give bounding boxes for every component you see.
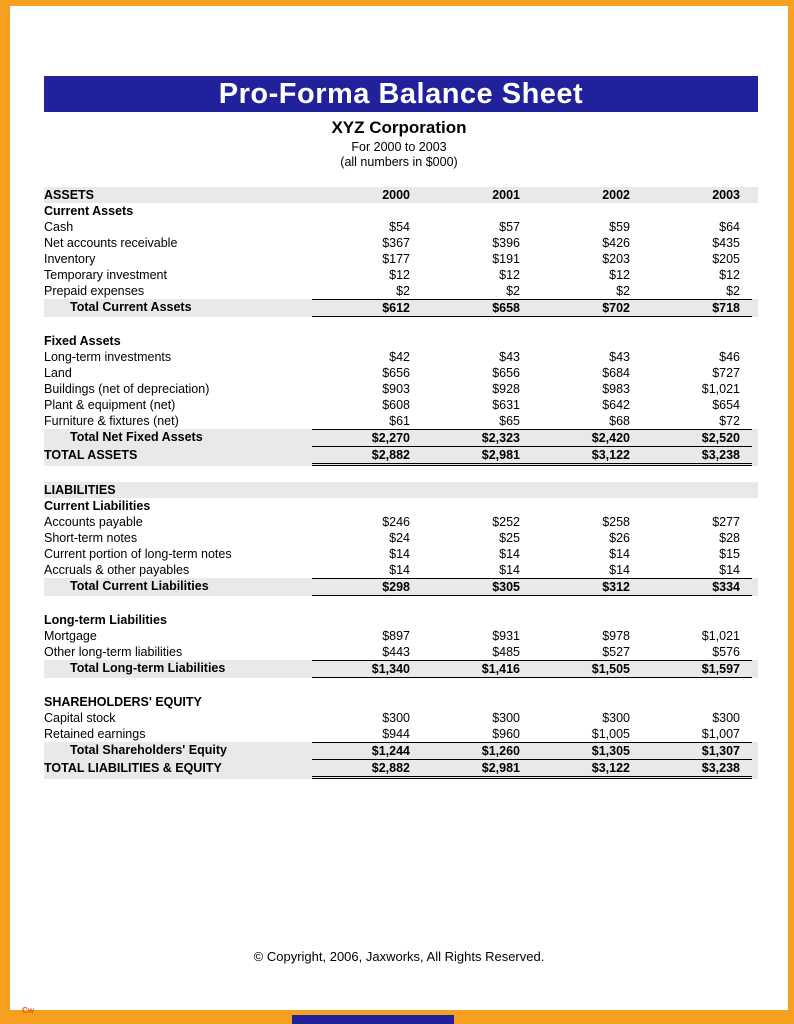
value-cell: $14	[499, 563, 520, 577]
table-row	[44, 628, 758, 644]
value-cell: $2	[726, 284, 740, 298]
table-row	[44, 498, 758, 514]
value-cell	[642, 482, 752, 498]
value-cell	[422, 482, 532, 498]
row-label: SHAREHOLDERS' EQUITY	[44, 695, 202, 709]
value-cell: $983	[602, 382, 630, 396]
value-cell: $12	[499, 268, 520, 282]
row-label: Total Current Liabilities	[70, 579, 209, 593]
value-cell: $61	[389, 414, 410, 428]
value-cell	[532, 612, 642, 628]
value-cell: $727	[712, 366, 740, 380]
table-row	[44, 726, 758, 742]
value-cell	[312, 498, 422, 514]
value-cell: $12	[389, 268, 410, 282]
value-cell: $26	[609, 531, 630, 545]
value-cell: $305	[422, 578, 532, 596]
company-name: XYZ Corporation	[331, 118, 467, 137]
value-cell: $300	[602, 711, 630, 725]
value-cell	[532, 333, 642, 349]
value-cell: $631	[492, 398, 520, 412]
row-label: Current Liabilities	[44, 499, 151, 513]
copyright-text: © Copyright, 2006, Jaxworks, All Rights Reserved.	[253, 949, 545, 964]
spacer-row	[44, 596, 758, 612]
value-cell: $205	[712, 252, 740, 266]
row-label: TOTAL LIABILITIES & EQUITY	[44, 761, 222, 775]
row-label: Plant & equipment (net)	[44, 398, 176, 412]
row-label: Land	[44, 366, 72, 380]
value-cell	[312, 612, 422, 628]
table-row	[44, 397, 758, 413]
title-bar	[44, 76, 758, 112]
value-cell: $654	[712, 398, 740, 412]
value-cell	[642, 612, 752, 628]
report-period: For 2000 to 2003	[351, 140, 447, 154]
table-row	[44, 365, 758, 381]
row-label: Inventory	[44, 252, 96, 266]
value-cell: $1,340	[312, 660, 422, 678]
table-row	[44, 251, 758, 267]
value-cell	[532, 482, 642, 498]
table-row	[44, 644, 758, 660]
spacer-row	[44, 466, 758, 482]
year-column-header: 2002	[602, 188, 630, 202]
value-cell: $2,323	[422, 429, 532, 447]
balance-sheet-table	[44, 187, 758, 779]
value-cell: $2,520	[642, 429, 752, 447]
row-label: Total Current Assets	[70, 300, 192, 314]
value-cell	[642, 498, 752, 514]
value-cell: $367	[382, 236, 410, 250]
value-cell: $656	[382, 366, 410, 380]
row-label: Mortgage	[44, 629, 97, 643]
table-row	[44, 742, 758, 760]
value-cell	[642, 203, 752, 219]
value-cell: $960	[492, 727, 520, 741]
row-label: Temporary investment	[44, 268, 167, 282]
value-cell: $2	[506, 284, 520, 298]
value-cell: $24	[389, 531, 410, 545]
value-cell: $28	[719, 531, 740, 545]
value-cell: $46	[719, 350, 740, 364]
spacer-row	[44, 317, 758, 333]
value-cell: $64	[719, 220, 740, 234]
row-label: Capital stock	[44, 711, 116, 725]
table-row	[44, 267, 758, 283]
table-row	[44, 482, 758, 498]
value-cell: $3,238	[642, 760, 752, 779]
value-cell: $608	[382, 398, 410, 412]
value-cell: $15	[719, 547, 740, 561]
row-label: Total Long-term Liabilities	[70, 661, 226, 675]
table-row	[44, 381, 758, 397]
row-label: Total Shareholders' Equity	[70, 743, 227, 757]
document-page	[10, 6, 788, 1010]
row-label: Current Assets	[44, 204, 134, 218]
value-cell: $1,021	[701, 629, 740, 643]
units-note: (all numbers in $000)	[340, 155, 458, 169]
value-cell	[422, 694, 532, 710]
value-cell: $43	[499, 350, 520, 364]
value-cell: $12	[719, 268, 740, 282]
table-row	[44, 612, 758, 628]
value-cell: $2	[616, 284, 630, 298]
table-row	[44, 514, 758, 530]
value-cell	[642, 333, 752, 349]
value-cell: $702	[532, 299, 642, 317]
value-cell: $177	[382, 252, 410, 266]
value-cell: $68	[609, 414, 630, 428]
row-label: Other long-term liabilities	[44, 645, 183, 659]
row-label: Buildings (net of depreciation)	[44, 382, 210, 396]
year-column-header: 2000	[382, 188, 410, 202]
table-row	[44, 203, 758, 219]
value-cell	[642, 694, 752, 710]
value-cell: $2,981	[422, 760, 532, 779]
value-cell: $2,981	[422, 447, 532, 466]
table-row	[44, 235, 758, 251]
value-cell	[312, 694, 422, 710]
row-label: LIABILITIES	[44, 483, 116, 497]
value-cell: $258	[602, 515, 630, 529]
value-cell: $57	[499, 220, 520, 234]
table-row	[44, 562, 758, 578]
table-row	[44, 660, 758, 678]
row-label: Fixed Assets	[44, 334, 121, 348]
value-cell: $252	[492, 515, 520, 529]
value-cell: $1,597	[642, 660, 752, 678]
value-cell: $978	[602, 629, 630, 643]
table-row	[44, 429, 758, 447]
value-cell: $72	[719, 414, 740, 428]
row-label: Long-term Liabilities	[44, 613, 167, 627]
value-cell: $334	[642, 578, 752, 596]
table-row	[44, 349, 758, 365]
value-cell	[422, 612, 532, 628]
value-cell: $300	[712, 711, 740, 725]
row-label: TOTAL ASSETS	[44, 448, 138, 462]
value-cell: $54	[389, 220, 410, 234]
table-row	[44, 760, 758, 779]
year-column-header: 2001	[492, 188, 520, 202]
document-title: Pro-Forma Balance Sheet	[218, 78, 584, 110]
value-cell: $426	[602, 236, 630, 250]
value-cell: $435	[712, 236, 740, 250]
row-label: Net accounts receivable	[44, 236, 178, 250]
value-cell: $14	[389, 547, 410, 561]
value-cell: $43	[609, 350, 630, 364]
value-cell: $300	[382, 711, 410, 725]
value-cell: $2,882	[312, 447, 422, 466]
value-cell: $718	[642, 299, 752, 317]
value-cell	[422, 498, 532, 514]
value-cell: $42	[389, 350, 410, 364]
value-cell: $658	[422, 299, 532, 317]
value-cell: $14	[499, 547, 520, 561]
row-label: ASSETS	[44, 188, 95, 202]
value-cell: $485	[492, 645, 520, 659]
value-cell: $1,260	[422, 742, 532, 760]
table-row	[44, 694, 758, 710]
row-label: Prepaid expenses	[44, 284, 145, 298]
table-row	[44, 219, 758, 235]
value-cell: $59	[609, 220, 630, 234]
value-cell: $931	[492, 629, 520, 643]
value-cell: $25	[499, 531, 520, 545]
value-cell	[312, 203, 422, 219]
value-cell: $1,021	[701, 382, 740, 396]
value-cell: $684	[602, 366, 630, 380]
row-label: Accounts payable	[44, 515, 143, 529]
value-cell: $14	[389, 563, 410, 577]
value-cell	[422, 333, 532, 349]
row-label: Cash	[44, 220, 74, 234]
table-row	[44, 578, 758, 596]
value-cell: $300	[492, 711, 520, 725]
value-cell: $3,122	[532, 447, 642, 466]
value-cell: $203	[602, 252, 630, 266]
row-label: Short-term notes	[44, 531, 138, 545]
table-row	[44, 710, 758, 726]
value-cell: $2,420	[532, 429, 642, 447]
table-row	[44, 546, 758, 562]
spacer-row	[44, 678, 758, 694]
table-row	[44, 283, 758, 299]
value-cell	[312, 482, 422, 498]
value-cell: $1,005	[591, 727, 630, 741]
value-cell	[312, 333, 422, 349]
value-cell: $277	[712, 515, 740, 529]
value-cell: $246	[382, 515, 410, 529]
value-cell	[532, 694, 642, 710]
value-cell: $928	[492, 382, 520, 396]
year-column-header: 2003	[712, 188, 740, 202]
value-cell: $1,416	[422, 660, 532, 678]
row-label: Current portion of long-term notes	[44, 547, 232, 561]
row-label: Total Net Fixed Assets	[70, 430, 203, 444]
value-cell: $527	[602, 645, 630, 659]
value-cell: $944	[382, 727, 410, 741]
row-label: Retained earnings	[44, 727, 146, 741]
value-cell: $656	[492, 366, 520, 380]
value-cell: $1,244	[312, 742, 422, 760]
value-cell: $642	[602, 398, 630, 412]
value-cell: $3,122	[532, 760, 642, 779]
value-cell: $396	[492, 236, 520, 250]
value-cell: $612	[312, 299, 422, 317]
value-cell: $1,505	[532, 660, 642, 678]
value-cell: $2,882	[312, 760, 422, 779]
value-cell: $2,270	[312, 429, 422, 447]
value-cell: $1,307	[642, 742, 752, 760]
table-row	[44, 413, 758, 429]
row-label: Accruals & other payables	[44, 563, 190, 577]
value-cell: $12	[609, 268, 630, 282]
row-label: Furniture & fixtures (net)	[44, 414, 179, 428]
value-cell	[532, 203, 642, 219]
value-cell: $14	[609, 547, 630, 561]
value-cell: $298	[312, 578, 422, 596]
value-cell: $1,305	[532, 742, 642, 760]
bottom-accent-bar	[292, 1015, 454, 1024]
value-cell: $3,238	[642, 447, 752, 466]
value-cell: $576	[712, 645, 740, 659]
value-cell: $14	[719, 563, 740, 577]
value-cell: $14	[609, 563, 630, 577]
value-cell: $65	[499, 414, 520, 428]
table-row	[44, 530, 758, 546]
table-row	[44, 299, 758, 317]
value-cell: $312	[532, 578, 642, 596]
table-row	[44, 447, 758, 466]
row-label: Long-term investments	[44, 350, 172, 364]
value-cell	[532, 498, 642, 514]
value-cell: $897	[382, 629, 410, 643]
value-cell: $903	[382, 382, 410, 396]
table-row	[44, 187, 758, 203]
value-cell	[422, 203, 532, 219]
value-cell: $191	[492, 252, 520, 266]
watermark-text: Cw	[22, 1006, 34, 1015]
value-cell: $443	[382, 645, 410, 659]
value-cell: $2	[396, 284, 410, 298]
value-cell: $1,007	[701, 727, 740, 741]
table-row	[44, 333, 758, 349]
